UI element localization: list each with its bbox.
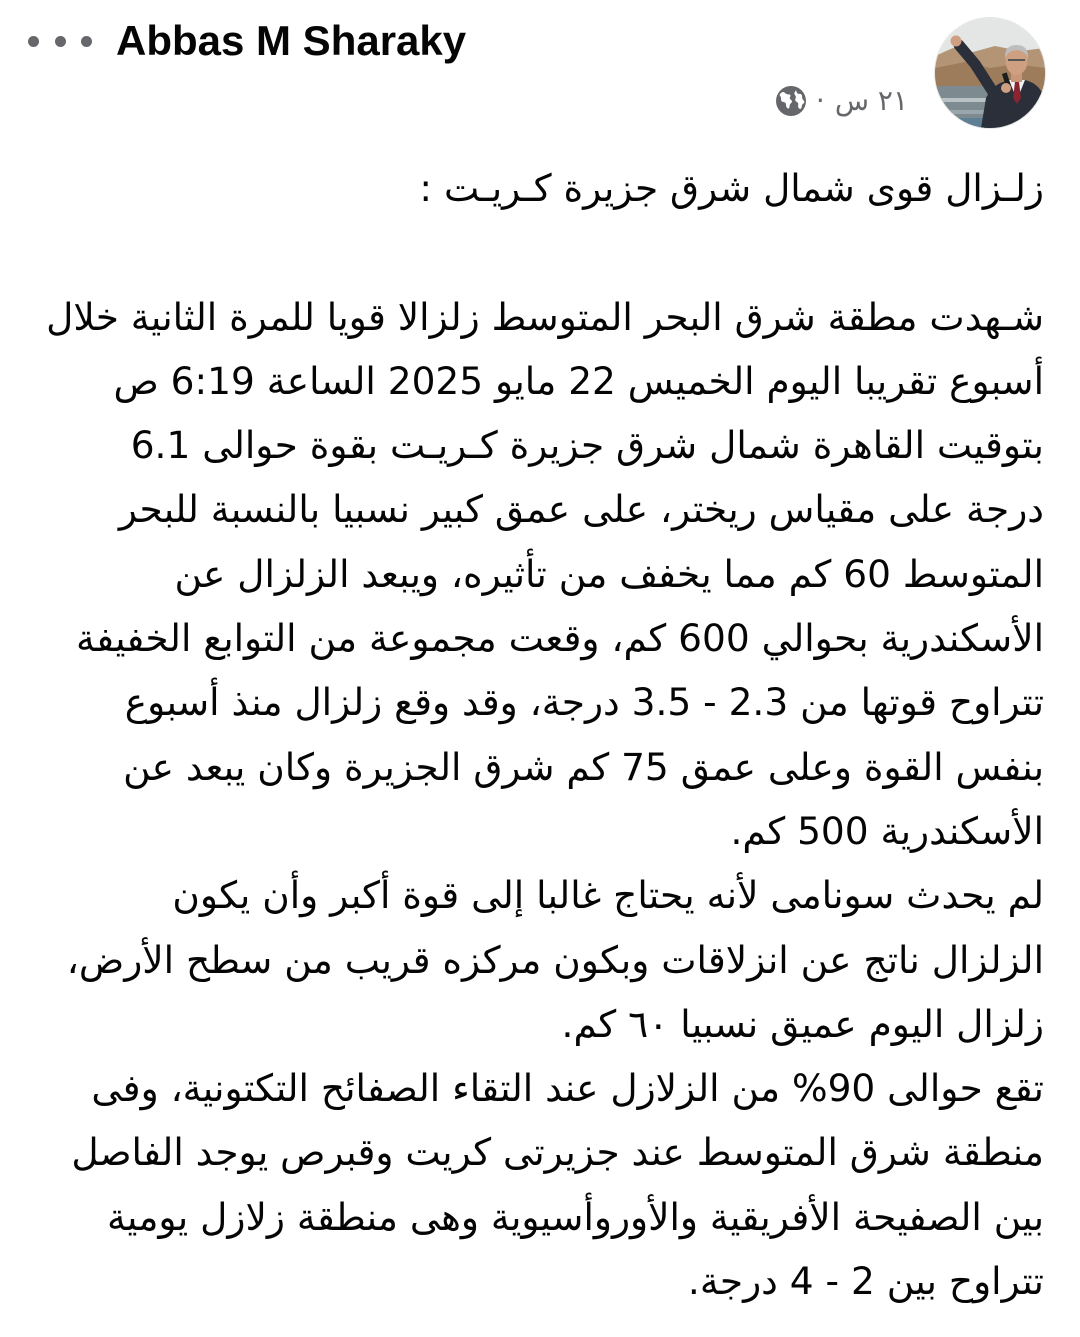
more-horizontal-icon: [55, 36, 66, 47]
post-text-line: الأسكندرية بحوالي 600 كم، وقعت مجموعة من التوابع الخفيفة: [76, 616, 1044, 661]
post-text-line: تتراوح قوتها من 2.3 - 3.5 درجة، وقد وقع زلزال منذ أسبوع: [124, 680, 1044, 725]
more-horizontal-icon: [81, 36, 92, 47]
post-text-line: منطقة شرق المتوسط عند جزيرتى كريت وقبرص يوجد الفاصل: [71, 1130, 1044, 1175]
post-text-line: بين الصفيحة الأفريقية والأوروأسيوية وهى منطقة زلازل يومية: [106, 1194, 1044, 1239]
post-meta: [776, 84, 908, 118]
post-text-line: الأسكندرية 500 كم.: [730, 808, 1044, 853]
post-text-line: المتوسط 60 كم مما يخفف من تأثيره، ويبعد الزلزال عن: [174, 551, 1044, 596]
post-text-line: أسبوع تقريبا اليوم الخميس 22 مايو 2025 الساعة 6:19 ص: [113, 358, 1044, 403]
post-text-line: شـهدت مطقة شرق البحر المتوسط زلزالا قويا للمرة الثانية خلال: [46, 294, 1044, 339]
post-text-line: لم يحدث سونامى لأنه يحتاج غالبا إلى قوة أكبر وأن يكون: [172, 873, 1044, 918]
meta-separator: ·: [815, 84, 825, 117]
blank-line: [36, 220, 1044, 284]
profile-photo: [935, 18, 1045, 128]
post-text-line: تتراوح بين 2 - 4 درجة.: [687, 1259, 1044, 1304]
post-text-line: الزلزال ناتج عن انزلاقات وبكون مركزه قريب من سطح الأرض،: [66, 937, 1044, 982]
post-text-line: بنفس القوة وعلى عمق 75 كم شرق الجزيرة وكان يبعد عن: [123, 744, 1044, 789]
post-timestamp[interactable]: ٢١ س: [834, 84, 908, 117]
author-name[interactable]: Abbas M Sharaky: [116, 17, 467, 64]
post-title: زلـزال قوى شمال شرق جزيرة كـريـت :: [419, 166, 1044, 210]
post-text-line: بتوقيت القاهرة شمال شرق جزيرة كـريـت بقوة حوالى 6.1: [130, 423, 1044, 468]
globe-icon: [776, 86, 806, 116]
post-text-line: زلزال اليوم عميق نسبيا ٦٠ كم.: [561, 1001, 1044, 1046]
post-text-line: تقع حوالى 90% من الزلازل عند التقاء الصفائح التكتونية، وفى: [91, 1066, 1044, 1111]
post-text: [36, 156, 1044, 1313]
post-text-line: درجة على مقياس ريختر، على عمق كبير نسبيا بالنسبة للبحر: [118, 487, 1044, 532]
more-horizontal-icon: [28, 36, 39, 47]
author-avatar[interactable]: [935, 18, 1045, 128]
more-options-button[interactable]: [28, 26, 92, 56]
